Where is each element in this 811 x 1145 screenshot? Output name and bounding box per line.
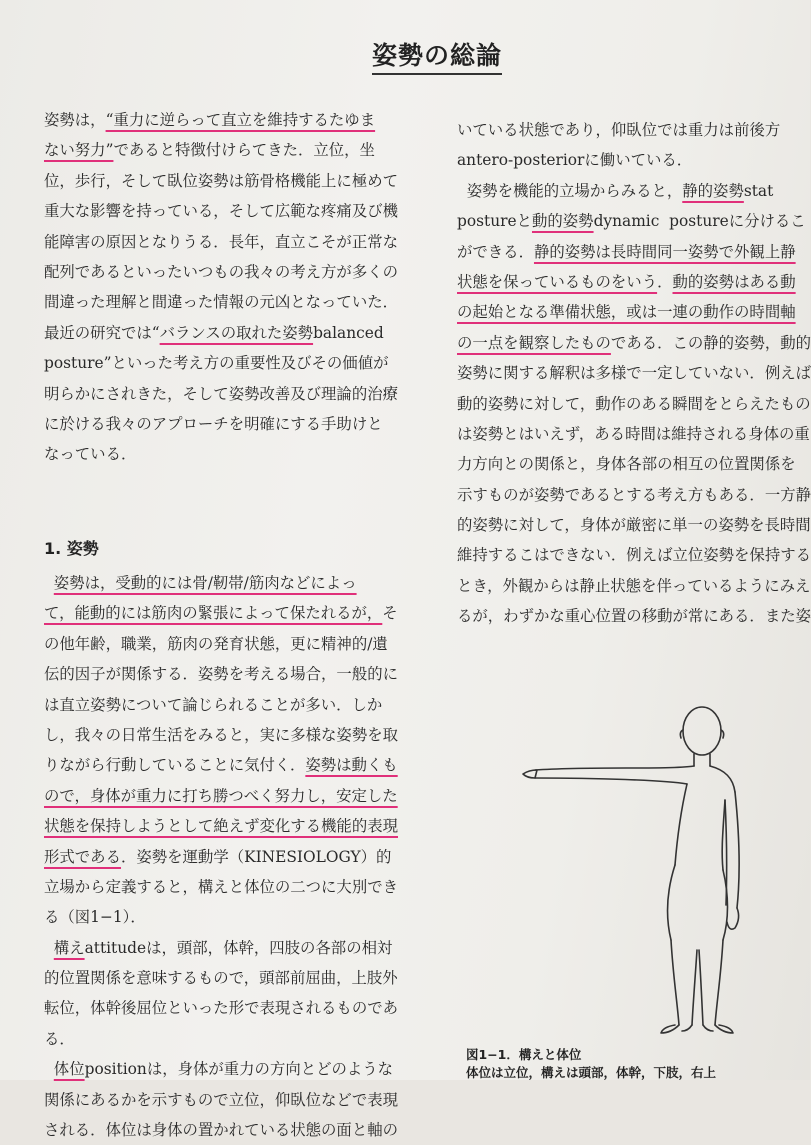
body-text: そ	[382, 604, 398, 623]
highlighted-text: 姿勢は，受動的には骨/靭帯/筋肉などによっ	[53, 574, 357, 592]
intro-line	[44, 135, 398, 165]
section-heading: 1. 姿勢	[44, 539, 99, 558]
body-text: である．この静的姿勢，動的	[610, 333, 811, 352]
right-line	[457, 540, 811, 570]
body-text: なっている．	[44, 445, 137, 464]
body-text: 位，歩行，そして臥位姿勢は筋骨格機能上に極めて	[44, 171, 398, 190]
highlighted-text: 動的姿勢はある動	[672, 272, 796, 291]
intro-paragraph	[44, 105, 398, 470]
right-line	[457, 237, 811, 267]
figure-caption-label: 図1−1．構えと体位	[466, 1047, 582, 1062]
body-text: dynamic postureに分けるこ	[593, 212, 806, 231]
intro-line	[44, 318, 398, 348]
highlighted-text: 動的姿勢	[531, 212, 594, 231]
body-text: 的位置関係を意味するもので，頭部前屈曲，上肢外	[44, 969, 398, 988]
right-line	[457, 145, 811, 175]
section-line	[44, 598, 398, 628]
highlighted-text: “重力に逆らって直立を維持するたゆま	[105, 111, 376, 129]
body-text: し，我々の日常生活をみると，実に多様な姿勢を取	[44, 725, 398, 744]
highlighted-text: 体位	[53, 1060, 85, 1079]
figure-caption-text: 体位は立位，構えは頭部，体幹，下肢，右上	[466, 1065, 717, 1080]
standing-figure-arm-raised-icon	[515, 700, 755, 1045]
section-line	[44, 1054, 398, 1084]
right-line	[457, 510, 811, 540]
highlighted-text: 静的姿勢	[682, 181, 744, 200]
body-text: いている状態であり，仰臥位では重力は前後方	[457, 121, 781, 139]
body-text: 伝的因子が関係する．姿勢を考える場合，一般的に	[44, 665, 398, 684]
body-text: る．	[44, 1029, 75, 1048]
body-text: 関係にあるかを示すもので立位，仰臥位などで表現	[44, 1090, 398, 1109]
section-line	[44, 568, 398, 598]
body-text	[44, 1060, 54, 1078]
right-line	[457, 480, 811, 510]
right-line	[457, 358, 811, 388]
highlighted-text: ない努力”	[44, 141, 114, 160]
body-text: とき，外観からは静止状態を伴っているようにみえ	[457, 576, 811, 595]
highlighted-text: 形式である	[44, 847, 121, 866]
body-text: balanced	[313, 323, 384, 342]
section-line	[44, 1085, 398, 1115]
body-text: 間違った理解と間違った情報の元凶となっていた．	[44, 293, 398, 312]
intro-line	[44, 227, 398, 257]
section-line	[44, 629, 398, 659]
body-text: positionは，身体が重力の方向とどのような	[84, 1060, 394, 1079]
body-text: ．	[657, 272, 673, 291]
right-column-text	[457, 115, 811, 632]
body-text: であると特徴付けらてきた．立位，坐	[113, 141, 375, 160]
body-text: ．姿勢を運動学（KINESIOLOGY）的	[120, 847, 392, 866]
body-text: の他年齢，職業，筋肉の発育状態，更に精神的/遺	[44, 634, 388, 653]
body-text: 力方向との関係と，身体各部の相互の位置関係を	[457, 455, 796, 474]
section-line	[44, 1024, 398, 1054]
intro-line	[44, 409, 398, 439]
section-line	[44, 842, 398, 872]
right-line	[457, 206, 811, 236]
intro-line	[44, 348, 398, 378]
section-line	[44, 720, 398, 750]
right-line	[457, 449, 811, 479]
section-body	[44, 568, 398, 1145]
right-line	[457, 176, 811, 206]
right-line	[457, 601, 811, 631]
highlighted-text: 静的姿勢は長時間同一姿勢で外観上静	[533, 242, 796, 261]
body-text: attitudeは，頭部，体幹，四肢の各部の相対	[84, 938, 393, 957]
intro-line	[44, 105, 398, 135]
right-line	[457, 328, 811, 358]
highlighted-text: バランスの取れた姿勢	[159, 323, 314, 342]
section-line	[44, 933, 398, 963]
section-line	[44, 1115, 398, 1145]
body-text: 明らかにされきた，そして姿勢改善及び理論的治療	[44, 384, 398, 403]
section-line	[44, 811, 398, 841]
right-line	[457, 389, 811, 419]
body-text: 能障害の原因となりうる．長年，直立こそが正常な	[44, 232, 398, 251]
body-text: posture”といった考え方の重要性及びその価値が	[44, 354, 389, 373]
body-text: 示すものが姿勢であるとする考え方もある．一方静	[457, 485, 811, 504]
body-text	[44, 939, 54, 957]
body-text: 立場から定義すると，構えと体位の二つに大別でき	[44, 877, 398, 896]
highlighted-text: 状態を保っているものをいう	[457, 272, 658, 291]
body-text: stat	[743, 181, 774, 200]
highlighted-text: の一点を観察したもの	[457, 333, 611, 352]
right-line	[457, 419, 811, 449]
intro-line	[44, 257, 398, 287]
section-line	[44, 690, 398, 720]
section-line	[44, 659, 398, 689]
highlighted-text: 姿勢は動くも	[305, 756, 398, 775]
highlighted-text: 状態を保持しようとして絶えず変化する機能的表現	[44, 817, 398, 836]
body-text: 姿勢は，	[44, 111, 106, 129]
section-line	[44, 781, 398, 811]
highlighted-text: 構え	[53, 938, 85, 957]
intro-line	[44, 439, 398, 469]
right-line	[457, 297, 811, 327]
body-text: 最近の研究では“	[44, 323, 160, 342]
right-line	[457, 571, 811, 601]
intro-line	[44, 166, 398, 196]
body-text: 転位，体幹後屈位といった形で表現されるものであ	[44, 999, 398, 1018]
body-text: 重大な影響を持っている，そして広範な疼痛及び機	[44, 202, 398, 221]
highlighted-text: の起始となる準備状態，或は一連の動作の時間軸	[457, 303, 796, 322]
body-text: antero-posteriorに働いている．	[457, 151, 693, 170]
body-text: りながら行動していることに気付く．	[44, 756, 306, 775]
body-text: 的姿勢に対して，身体が厳密に単一の姿勢を長時間	[457, 516, 811, 535]
body-text: るが，わずかな重心位置の移動が常にある．また姿	[457, 607, 811, 626]
body-text: 維持するこはできない．例えば立位姿勢を保持する	[457, 546, 811, 565]
section-line	[44, 902, 398, 932]
section-line	[44, 993, 398, 1023]
body-text: る（図1−1）．	[44, 908, 146, 927]
page-title: 姿勢の総論	[372, 36, 502, 75]
body-text: に於ける我々のアプローチを明確にする手助けと	[44, 414, 383, 433]
intro-line	[44, 287, 398, 317]
intro-line	[44, 379, 398, 409]
body-text: 配列であるといったいつもの我々の考え方が多くの	[44, 262, 398, 281]
body-text: 姿勢に関する解釈は多様で一定していない．例えば	[457, 364, 811, 383]
section-line	[44, 963, 398, 993]
body-text: 動的姿勢に対して，動作のある瞬間をとらえたもの	[457, 394, 811, 413]
body-text: ができる．	[457, 242, 534, 261]
intro-line	[44, 196, 398, 226]
highlighted-text: ので，身体が重力に打ち勝つべく努力し，安定した	[44, 786, 398, 805]
section-line	[44, 872, 398, 902]
body-text: される．体位は身体の置かれている状態の面と軸の	[44, 1121, 398, 1140]
section-line	[44, 750, 398, 780]
right-line	[457, 267, 811, 297]
figure-caption	[466, 1046, 716, 1082]
right-line	[457, 115, 811, 145]
body-text: は直立姿勢について論じられることが多い．しか	[44, 695, 383, 714]
body-text: は姿勢とはいえず，ある時間は維持される身体の重	[457, 424, 810, 443]
body-text	[44, 574, 54, 592]
body-text: 姿勢を機能的立場からみると，	[457, 181, 683, 200]
body-text: postureと	[457, 212, 532, 231]
highlighted-text: て，能動的には筋肉の緊張によって保たれるが，	[44, 604, 383, 623]
